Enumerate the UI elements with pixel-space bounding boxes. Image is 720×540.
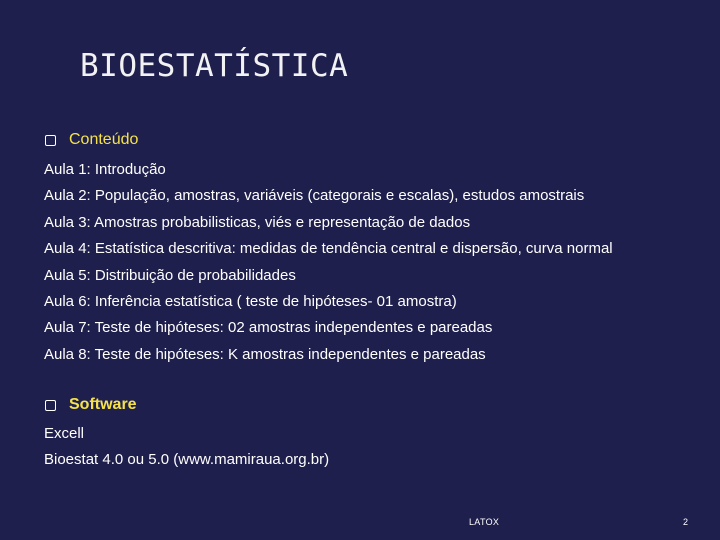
section-header-conteudo [45, 131, 138, 149]
section-header-software [45, 396, 137, 414]
list-item: Aula 1: Introdução [44, 161, 166, 178]
section-header-label: Conteúdo [69, 131, 139, 148]
list-item: Excell [44, 425, 85, 442]
page-number: 2 [683, 517, 689, 527]
list-item: Aula 8: Teste de hipóteses: K amostras independentes e pareadas [44, 345, 486, 363]
square-bullet-icon [45, 400, 56, 411]
content-list [44, 157, 613, 368]
list-item: Aula 5: Distribuição de probabilidades [44, 266, 296, 284]
section-header-label: Software [69, 396, 137, 413]
list-item: Aula 6: Inferência estatística ( teste de hipóteses- 01 amostra) [44, 292, 457, 310]
list-item: Aula 3: Amostras probabilisticas, viés e representação de dados [44, 213, 471, 231]
footer-text: LATOX [469, 517, 500, 527]
slide-title: BIOESTATÍSTICA [80, 48, 349, 84]
list-item: Aula 4: Estatística descritiva: medidas de tendência central e dispersão, curva normal [44, 240, 613, 258]
list-item: Aula 2: População, amostras, variáveis (categorais e escalas), estudos amostrais [44, 187, 585, 205]
square-bullet-icon [45, 135, 56, 146]
list-item: Bioestat 4.0 ou 5.0 (www.mamiraua.org.br) [44, 451, 330, 469]
list-item: Aula 7: Teste de hipóteses: 02 amostras independentes e pareadas [44, 319, 493, 337]
software-list [44, 421, 329, 474]
